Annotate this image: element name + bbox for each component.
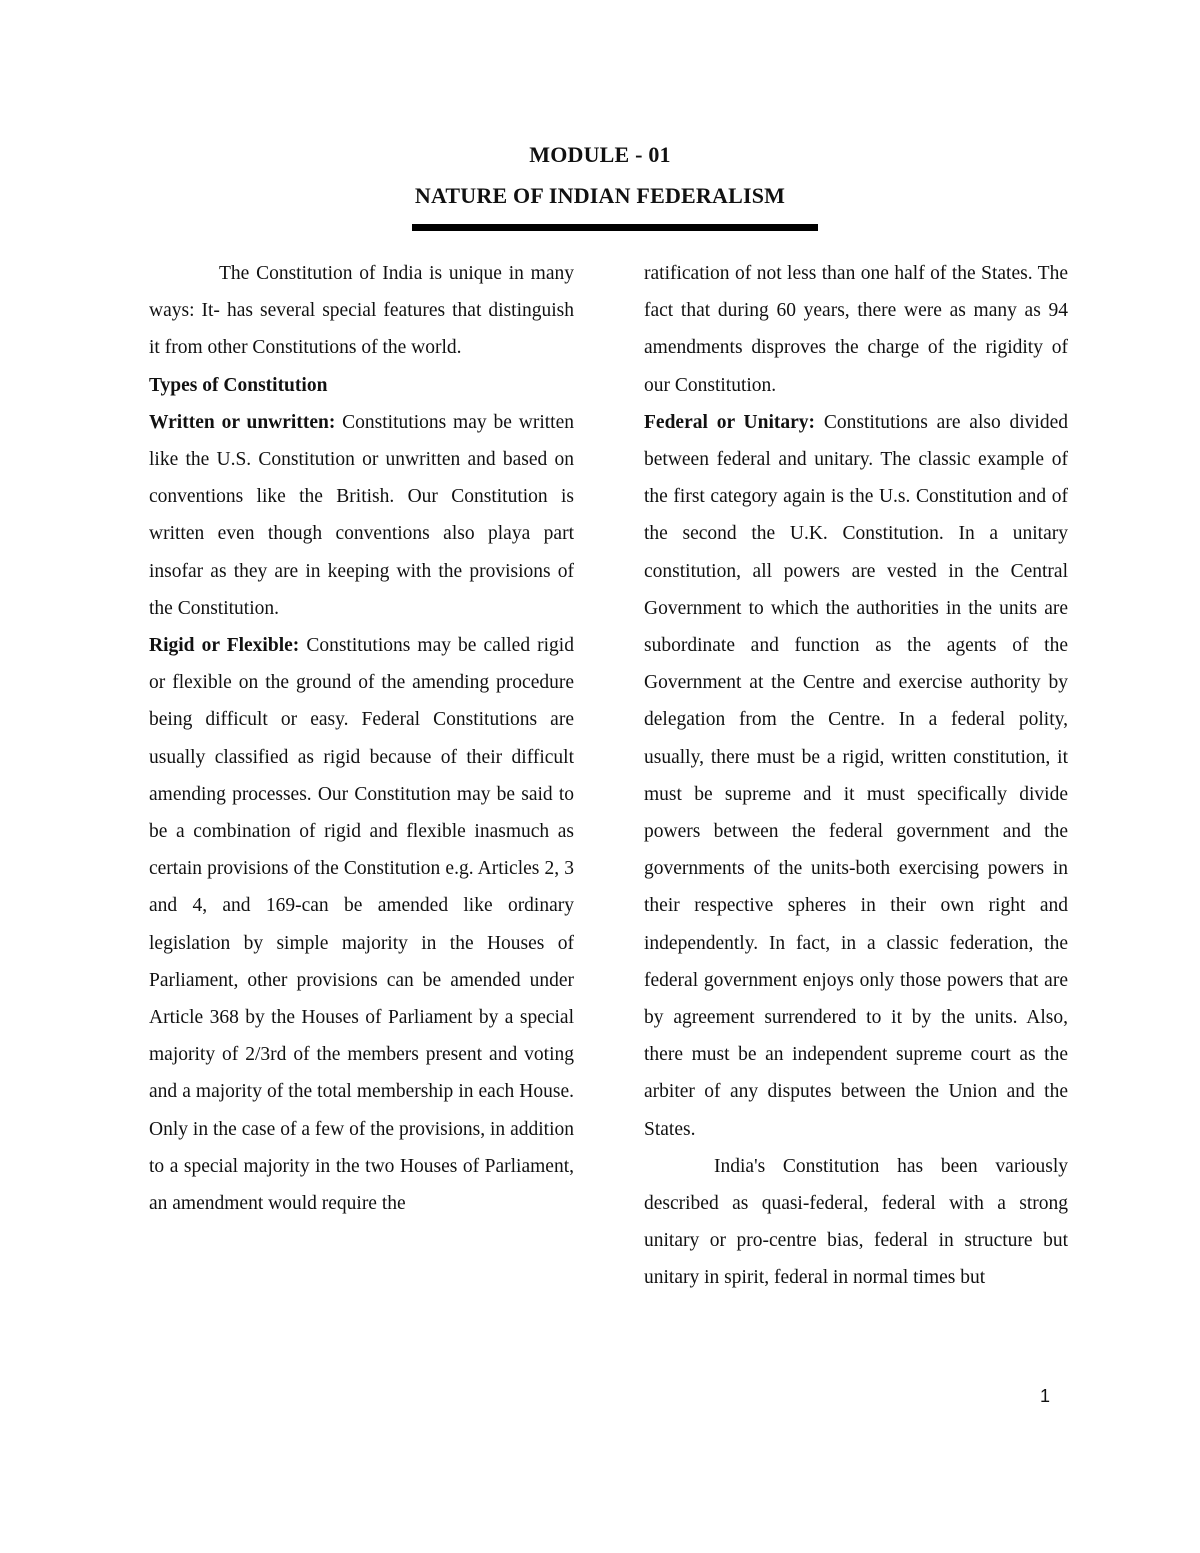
types-heading: [149, 367, 574, 404]
rigid-label: Rigid or Flexible:: [149, 635, 300, 657]
intro-paragraph: The Constitution of India is unique in many ways: It- has several special features that distinguish it from other Constitutions of the world.: [149, 263, 574, 359]
written-text: Constitutions may be written like the U.S. Constitution or unwritten and based on conventions like the British. Our Constitution is written even though conventions also playa part insofar as they are in keeping with the provisions of the Constitution.: [149, 411, 574, 619]
page-number: 1: [1040, 1386, 1051, 1406]
continuation-paragraph: ratification of not less than one half of the States. The fact that during 60 years, there were as many as 94 amendments disproves the charge of the rigidity of our Constitution.: [644, 263, 1068, 396]
federal-label: Federal or Unitary:: [644, 411, 816, 433]
federal-text: Constitutions are also divided between federal and unitary. The classic example of the first category again is the U.s. Constitution and of the second the U.K. Constitution. In a unitary constitution, all powers are vested in the Central Government to which the authorities in the units are subordinate and function as the agents of the Government at the Centre and exercise authority by delegation from the Centre. In a federal polity, usually, there must be a rigid, written constitution, it must be supreme and it must specifically divide powers between the federal government and the governments of the units-both exercising powers in their respective spheres in their own right and independently. In fact, in a classic federation, the federal government enjoys only those powers that are by agreement surrendered to it by the units. Also, there must be an independent supreme court as the arbiter of any disputes between the Union and the States.: [644, 411, 1068, 1140]
page-title: NATURE OF INDIAN FEDERALISM: [414, 183, 786, 208]
written-label: Written or unwritten:: [149, 411, 336, 433]
left-column: [149, 255, 574, 1222]
module-heading: MODULE - 01: [529, 142, 671, 167]
rigid-paragraph: [149, 627, 574, 1222]
types-heading-text: Types of Constitution: [149, 374, 328, 396]
rigid-text: Constitutions may be called rigid or flexible on the ground of the amending procedure being difficult or easy. Federal Constitutions are usually classified as rigid because of their difficult amending processes. Our Constitution may be said to be a combination of rigid and flexible inasmuch as certain provisions of the Constitution e.g. Articles 2, 3 and 4, and 169-can be amended like ordinary legislation by simple majority in the Houses of Parliament, other provisions can be amended under Article 368 by the Houses of Parliament by a special majority of 2/3rd of the members present and voting and a majority of the total membership in each House. Only in the case of a few of the provisions, in addition to a special majority in the two Houses of Parliament, an amendment would require the: [149, 635, 574, 1215]
written-paragraph: [149, 404, 574, 627]
title-underline-rule: [412, 224, 818, 231]
right-column: [644, 255, 1068, 1297]
india-paragraph: India's Constitution has been variously described as quasi-federal, federal with a strong unitary or pro-centre bias, federal in structure but unitary in spirit, federal in normal times but: [644, 1155, 1068, 1289]
federal-paragraph: [644, 404, 1068, 1148]
